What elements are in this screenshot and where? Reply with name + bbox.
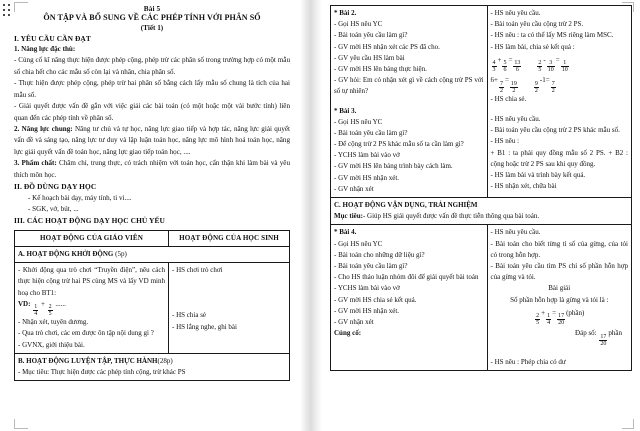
teacher-line: - GV mời HS nhận xét. — [334, 306, 400, 315]
fraction: $\frac{7}{2}$ — [499, 80, 503, 94]
band-activity-c — [331, 198, 632, 225]
student-activity-cell-bai4 — [487, 225, 631, 371]
vd-operator: + — [40, 299, 45, 308]
teacher-line: - Nhận xét, tuyên dương. — [18, 318, 89, 327]
teacher-line: - Gọi HS nêu YC — [334, 117, 383, 126]
fraction: $\frac{17}{20}$ — [558, 313, 565, 327]
teacher-line: - GV mời HS lên bảng thực hiện. — [334, 64, 427, 73]
column-header-teacher: HOẠT ĐỘNG CỦA GIÁO VIÊN — [15, 230, 169, 246]
fraction: $\frac{1}{4}$ — [547, 313, 551, 327]
equipment-item-2: - SGK, vở, bút, ... — [28, 205, 79, 213]
student-line: - HS nêu : ta có thể lấy MS riêng làm MSC. — [490, 31, 614, 40]
table-row-bai4 — [331, 225, 632, 371]
band-b-goal: - Mục tiêu: Thực hiện được các phép tính cộng, trừ khác PS — [18, 367, 186, 376]
teacher-line: - Gọi HS nêu YC — [334, 20, 383, 29]
fraction: $\frac{2}{5}$ — [538, 60, 542, 74]
teacher-line: - Bài toán yêu cầu làm gì? — [334, 261, 408, 270]
band-activity-a — [15, 246, 290, 262]
student-activity-cell-a — [169, 263, 290, 354]
student-line: - HS nêu yêu cầu. — [490, 228, 541, 237]
band-c-goal-label: Mục tiêu: — [334, 212, 363, 221]
table-row-band-b — [15, 353, 290, 380]
table-row-band-c — [331, 198, 632, 225]
math-expression-row-1 — [491, 53, 628, 74]
fraction: $\frac{9}{2}$ — [534, 80, 538, 94]
fraction: $\frac{3}{10}$ — [547, 60, 554, 74]
spacer — [491, 347, 628, 357]
fraction: $\frac{5}{6}$ — [503, 60, 507, 74]
student-line: - Bài toán yêu cầu cộng trừ 2 PS. — [490, 20, 584, 29]
fraction: $\frac{13}{6}$ — [514, 60, 521, 74]
equipment-item-1: - Kế hoạch bài dạy, máy tính, ti vi.... — [28, 193, 132, 202]
band-c-title: C. HOẠT ĐỘNG VẬN DỤNG, TRẢI NGHIỆM — [334, 201, 478, 209]
teacher-activity-cell-bai2 — [331, 6, 488, 198]
competence-bullet-1: - Củng cố kĩ năng thực hiện được phép cộng, phép trừ các phân số trong trường hợp có một mẫu số chia hết cho các mẫu số còn lại và nhân, chia phân số. — [14, 56, 290, 76]
column-header-student: HOẠT ĐỘNG CỦA HỌC SINH — [169, 230, 290, 246]
teacher-line: - Gọi HS nêu YC — [334, 239, 383, 248]
teacher-line: - GV mời HS nhận xét. — [334, 173, 400, 182]
fraction: $\frac{19}{2}$ — [510, 80, 517, 94]
fraction: $\frac{1}{10}$ — [561, 60, 568, 74]
table-row-bai2 — [331, 6, 632, 198]
table-row — [15, 263, 290, 354]
solution-math-expression: $\frac{2}{5}$ + $\frac{1}{4}$ = $\frac{17}{20}$ (phần) — [536, 308, 585, 327]
student-line: - HS chia sẻ. — [490, 94, 527, 103]
consolidate-label: Củng cố: — [334, 329, 362, 338]
teacher-line: - YCHS làm bài vào vở — [334, 151, 400, 160]
solution-statement: Số phần hỗn hợp là gừng và tỏi là : — [510, 295, 609, 304]
subheading-quality: 3. Phẩm chất: — [14, 159, 57, 168]
teacher-line: - Bài toán yêu cầu làm gì? — [334, 31, 408, 40]
lesson-number: Bài 5 — [143, 4, 161, 13]
student-line: - HS nêu : Phép chia có dư — [490, 357, 566, 366]
band-b-heading — [18, 356, 286, 367]
band-a-title: A. HOẠT ĐỘNG KHỞI ĐỘNG — [18, 249, 114, 258]
math-expression-add-fractions: $\frac{4}{3}$ + $\frac{5}{6}$ = $\frac{13}{6}$ — [492, 55, 521, 74]
lesson-activity-table-left — [14, 230, 290, 382]
math-expression-row-2 — [491, 73, 628, 94]
teacher-line: - GV mời HS lên bảng trình bày cách làm. — [334, 162, 453, 171]
student-line: - HS nhận xét, chữa bài — [490, 182, 557, 191]
general-competence-text: Năng tư chủ và tự học, năng lực giao tiếp và hợp tác, năng lực giải quyết vấn đề và sáng tạo, năng lực tư duy và lập luận toán học, năng lực mô hình hoá toán học, năng lực giải quyết vấn đề toán học, năng lực giao tiếp toán học, .... — [14, 124, 290, 156]
section-heading-requirements: I. YÊU CẦU CẦN ĐẠT — [14, 33, 91, 43]
math-expression-fraction-minus-whole: $\frac{9}{2}$ -1= $\frac{7}{2}$ — [534, 76, 555, 94]
quality-text: Chăm chỉ, trung thực, có trách nhiệm với toán học, cẩn thận khi làm bài và yêu thích môn học. — [14, 159, 291, 179]
page-gutter — [300, 0, 322, 431]
subheading-general-competence: 2. Năng lực chung: — [14, 124, 73, 133]
teacher-line: - GV mời HS nhận xét các PS đã cho. — [334, 42, 440, 51]
table-header-row — [15, 230, 290, 246]
page-corner-mark-bottom-left — [14, 419, 28, 429]
band-c-goal — [334, 211, 628, 222]
teacher-line: - Bài toán yêu cầu làm gì? — [334, 128, 408, 137]
math-expression-whole-plus-fraction: 6+ $\frac{7}{2}$ = $\frac{19}{2}$ — [490, 76, 517, 94]
student-line: - Bài toán cho biết từng tỉ số của gừng, của tỏi có trong hỗn hợp. — [490, 239, 628, 259]
table-row-band-a — [15, 246, 290, 262]
student-line: - HS lắng nghe, ghi bài — [172, 322, 237, 331]
lesson-activity-table-right — [330, 5, 632, 371]
student-line: - Bài toán yêu cầu tìm PS chỉ số phần hỗn hợp của gừng và tỏi. — [490, 261, 628, 282]
math-expression-subtract-fractions: $\frac{2}{5}$ - $\frac{3}{10}$ = $\frac{1}{10}$ — [538, 55, 568, 74]
page-corner-mark-top-left — [14, 2, 28, 12]
fraction: $\frac{2}{5}$ — [536, 313, 540, 327]
teacher-line: - GVNX, giới thiệu bài. — [18, 340, 85, 349]
band-activity-b — [15, 353, 290, 380]
teacher-example-line — [18, 299, 165, 318]
exercise-title-bai2: * Bài 2. — [334, 9, 357, 17]
teacher-line: - Cho HS thảo luận nhóm đôi để giải quyết bài toán — [334, 273, 479, 282]
page-corner-mark-bottom-right — [622, 419, 634, 429]
drag-handle-icon[interactable] — [3, 4, 13, 18]
exercise-title-bai3: * Bài 3. — [334, 106, 357, 115]
spacer — [491, 105, 628, 114]
lesson-period: (Tiết 1) — [140, 23, 164, 32]
band-c-goal-text: - Giúp HS giải quyết được vấn đề thực tiễn thông qua bài toán. — [362, 212, 540, 221]
teacher-activity-cell-a — [15, 263, 169, 354]
student-line: - HS làm bài và trình bày kết quả. — [490, 170, 586, 179]
teacher-line: - YCHS làm bài vào vở — [334, 284, 400, 293]
page-corner-mark-top-right — [622, 2, 634, 12]
fraction-answer: $\frac{17}{20}$ — [600, 333, 607, 347]
band-b-title: B. HOẠT ĐỘNG LUYỆN TẬP, THỰC HÀNH — [18, 356, 158, 365]
student-line: - HS nêu yêu cầu. — [490, 9, 541, 17]
teacher-line: - Qua trò chơi, các em được ôn tập nội dung gì ? — [18, 329, 154, 338]
vd-ellipsis: ...... — [55, 299, 66, 308]
fraction: $\frac{7}{2}$ — [551, 80, 555, 94]
general-competence-paragraph — [14, 124, 290, 158]
vd-label: VD: — [18, 299, 31, 308]
student-line: - HS làm bài, chia sẻ kết quả : — [490, 42, 575, 51]
teacher-activity-cell-bai4 — [331, 225, 488, 371]
spacer — [172, 276, 286, 310]
student-activity-cell-bai2 — [487, 6, 631, 198]
student-line: + B1 : ta phải quy đồng mẫu số 2 PS. + B2 : cộng hoặc trừ 2 PS sau khi quy đồng. — [490, 148, 628, 168]
fraction: $\frac{4}{3}$ — [492, 60, 496, 74]
lesson-title: ÔN TẬP VÀ BỔ SUNG VỀ CÁC PHÉP TÍNH VỚI PHÂN SỐ — [43, 13, 261, 23]
teacher-line: - GV nhận xét — [334, 317, 374, 326]
band-a-time: (5p) — [115, 249, 127, 258]
section-heading-activities: III. CÁC HOẠT ĐỘNG DẠY HỌC CHỦ YẾU — [14, 216, 165, 226]
fraction-two-fifths: $\frac{2}{5}$ — [48, 304, 52, 318]
solution-title: Bài giải — [548, 284, 571, 293]
teacher-line: - Để cộng trừ 2 PS khác mẫu số ta cần làm gì? — [334, 140, 464, 149]
competence-bullet-2: - Thực hiện được phép cộng, phép trừ hai phân số bằng cách lấy mẫu số chung là tích của hai mẫu số. — [14, 79, 290, 99]
student-line: - Bài toán yêu cầu cộng trừ 2 PS khác mẫu số. — [490, 126, 620, 135]
student-line: - HS chơi trò chơi — [172, 266, 223, 275]
teacher-line: - Khởi động qua trò chơi “Truyền điện”, nêu cách thực hiện cộng trừ hai PS cùng MS và lấy VD minh hoạ cho BT1: — [18, 266, 165, 297]
answer-line — [491, 326, 628, 347]
teacher-line: - GV nhận xét — [334, 184, 374, 193]
teacher-line: - GV mời HS chia sẻ kết quả. — [334, 295, 417, 304]
document-page-right — [322, 0, 640, 431]
fraction-one-quarter: $\frac{1}{4}$ — [34, 304, 38, 318]
student-line: - HS chia sẻ — [172, 311, 207, 320]
answer-unit: phần — [608, 329, 622, 338]
answer-label: Đáp số: — [575, 329, 597, 338]
competence-bullet-3: - Giải quyết được vấn đề gắn với việc giải các bài toán (có một hoặc một vài bước tính) liên quan đến các phép tính về phân số. — [14, 102, 290, 122]
band-b-time: (28p) — [157, 356, 173, 365]
quality-paragraph — [14, 158, 290, 181]
teacher-line: - GV hỏi: Em có nhận xét gì về cách cộng trừ PS với số tự nhiên? — [334, 76, 484, 96]
teacher-line: - GV yêu cầu HS làm bài — [334, 53, 405, 62]
student-line: - HS nêu : — [490, 137, 520, 146]
subheading-specific-competence: 1. Năng lực đặc thù: — [14, 45, 76, 54]
exercise-title-bai4: * Bài 4. — [334, 228, 357, 237]
document-page-left — [0, 0, 300, 431]
section-heading-equipment: II. ĐỒ DÙNG DẠY HỌC — [14, 182, 97, 192]
teacher-line: - Bài toán cho những dữ liệu gì? — [334, 250, 425, 259]
student-line: - HS nêu yêu cầu. — [490, 114, 541, 123]
